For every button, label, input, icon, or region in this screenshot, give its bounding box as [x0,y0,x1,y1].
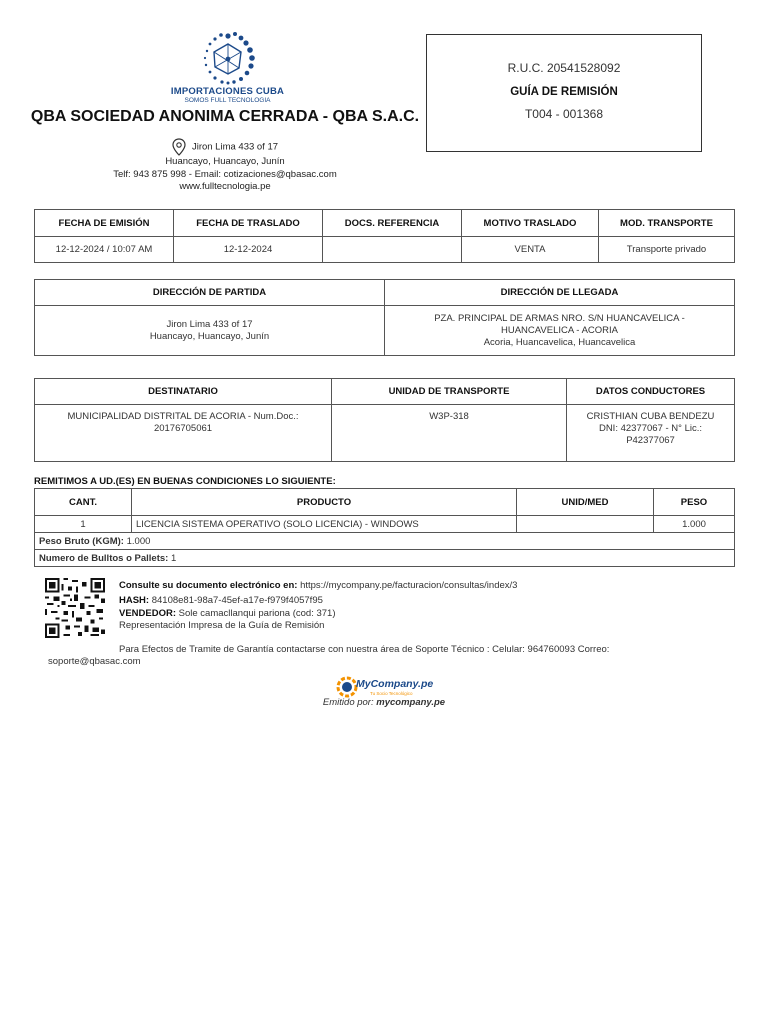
document-type: GUÍA DE REMISIÓN [510,86,618,98]
address-line-2: Huancayo, Huancayo, Junín [165,156,285,167]
unidad-transporte-value: W3P-318 [332,405,567,462]
header-datos-conductores: DATOS CONDUCTORES [567,379,735,405]
header-cant: CANT. [35,489,132,516]
company-name: QBA SOCIEDAD ANONIMA CERRADA - QBA S.A.C. [30,108,420,125]
header-unidad-transporte: UNIDAD DE TRANSPORTE [332,379,567,405]
mod-transporte-value: Transporte privado [599,237,735,263]
mycompany-logo-text: MyCompany.pe [356,678,434,690]
website-link[interactable]: www.fulltecnologia.pe [179,181,271,192]
hash-value: 84108e81-98a7-45ef-a17e-f979f4057f95 [151,595,323,607]
bultos-value: 1 [170,552,177,564]
peso-bruto-value: 1.000 [126,535,151,547]
item-unid [517,516,654,533]
header-producto: PRODUCTO [132,489,517,516]
datos-conductores-value: CRISTHIAN CUBA BENDEZU DNI: 42377067 - N° Lic.: P42377067 [567,405,735,462]
logo-brand-text: IMPORTACIONES CUBA [170,86,285,97]
item-cant: 1 [35,516,132,533]
fecha-emision-value: 12-12-2024 / 10:07 AM [35,237,174,263]
table-row [35,405,735,462]
mycompany-logo-icon [336,676,436,698]
document-number: T004 - 001368 [524,107,604,121]
representacion-text: Representación Impresa de la Guía de Remisión [119,619,325,631]
table-header-row [35,489,735,516]
electronic-doc-info [119,580,517,632]
header-mod-transporte: MOD. TRANSPORTE [599,210,735,237]
direccion-partida-value: Jiron Lima 433 of 17 Huancayo, Huancayo, Junín [35,306,385,356]
mycompany-tagline: Tu Socio Tecnológico [370,691,413,696]
header-direccion-llegada: DIRECCIÓN DE LLEGADA [385,280,735,306]
direccion-llegada-value: PZA. PRINCIPAL DE ARMAS NRO. S/N HUANCAVELICA - HUANCAVELICA - ACORIA Acoria, Huancavelica, Huancavelica [385,306,735,356]
remit-heading: REMITIMOS A UD.(ES) EN BUENAS CONDICIONES LO SIGUIENTE: [34,476,336,487]
table-row [35,237,735,263]
header-destinatario: DESTINATARIO [35,379,332,405]
globe-logo-icon [193,30,263,88]
table-row [35,306,735,356]
header-unid-med: UNID/MED [517,489,654,516]
address-line-1: Jiron Lima 433 of 17 [20,138,430,156]
company-logo [160,30,295,110]
peso-bruto-label: Peso Bruto (KGM): [39,535,124,547]
recipient-table [34,378,735,462]
ruc-number: R.U.C. 20541528092 [507,61,621,75]
emitido-label: Emitido por: [322,697,374,708]
address-table [34,279,735,356]
emitido-por [304,697,464,708]
logo-slogan-text: SOMOS FULL TECNOLOGIA [184,97,271,104]
consulte-label: Consulte su documento electrónico en: [119,580,298,591]
mycompany-logo [336,676,436,696]
bultos-label: Numero de Bulltos o Pallets: [39,552,169,564]
table-header-row [35,210,735,237]
warranty-notice: Para Efectos de Tramite de Garantía contactarse con nuestra área de Soporte Técnico : Celular: 964760093 Correo: soporte@qbasac.com [48,644,610,668]
header-fecha-traslado: FECHA DE TRASLADO [174,210,323,237]
item-producto: LICENCIA SISTEMA OPERATIVO (SOLO LICENCIA) - WINDOWS [132,516,517,533]
bultos-row [35,550,735,567]
contact-line: Telf: 943 875 998 - Email: cotizaciones@qbasac.com [113,168,337,180]
hash-label: HASH: [119,595,150,607]
peso-bruto-row [35,533,735,550]
company-address [20,138,430,194]
table-row [35,516,735,533]
header-docs-referencia: DOCS. REFERENCIA [323,210,462,237]
motivo-traslado-value: VENTA [462,237,599,263]
destinatario-value: MUNICIPALIDAD DISTRITAL DE ACORIA - Num.Doc.: 20176705061 [35,405,332,462]
consulte-url-link[interactable]: https://mycompany.pe/facturacion/consultas/index/3 [300,580,518,591]
document-id-box [426,34,702,152]
qr-code-icon [44,578,106,638]
header-peso: PESO [654,489,735,516]
table-header-row [35,280,735,306]
header-motivo-traslado: MOTIVO TRASLADO [462,210,599,237]
vendedor-label: VENDEDOR: [119,607,177,619]
header-direccion-partida: DIRECCIÓN DE PARTIDA [35,280,385,306]
item-peso: 1.000 [654,516,735,533]
dates-table [34,209,735,263]
table-header-row [35,379,735,405]
fecha-traslado-value: 12-12-2024 [174,237,323,263]
vendedor-value: Sole camacllanqui pariona (cod: 371) [178,607,336,619]
docs-referencia-value [323,237,462,263]
header-fecha-emision: FECHA DE EMISIÓN [35,210,174,237]
items-table [34,488,735,567]
emitido-value: mycompany.pe [376,697,446,708]
location-pin-icon [172,138,186,156]
